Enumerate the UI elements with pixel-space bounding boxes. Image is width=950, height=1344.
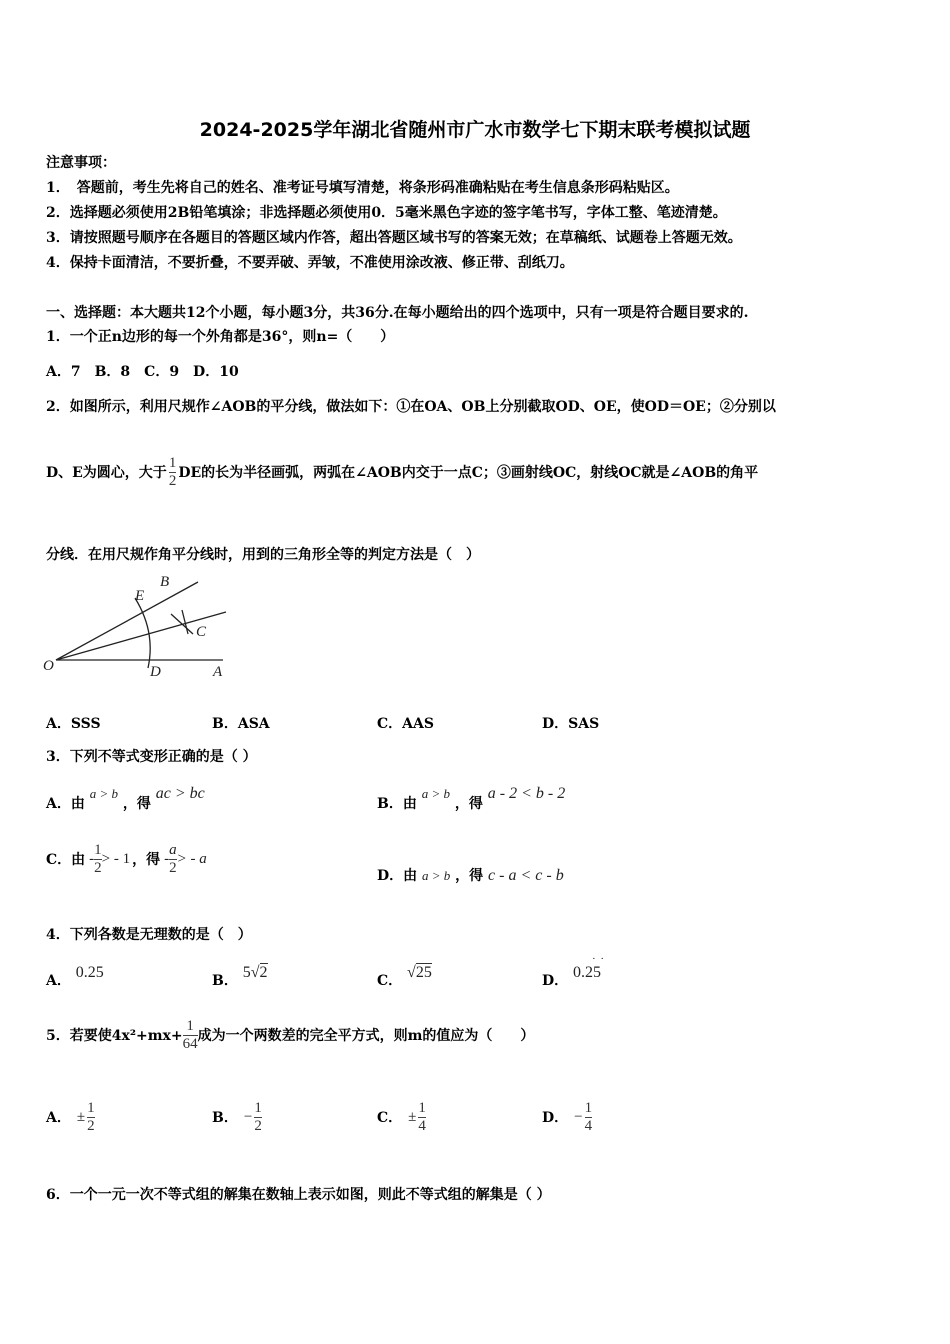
option-label: D． — [542, 1110, 569, 1126]
option-label: B．由 — [377, 796, 417, 812]
q4-option-b — [212, 964, 268, 990]
fraction-denominator: 2 — [87, 1117, 95, 1134]
q2-option-b: B．ASA — [212, 716, 270, 732]
fraction-numerator: 1 — [584, 1100, 593, 1116]
fraction-numerator: 1 — [418, 1100, 426, 1116]
q2-line1: 2．如图所示，利用尺规作∠AOB的平分线，做法如下：①在OA、OB上分别截取OD、OE，使OD＝OE；②分别以 — [46, 399, 776, 415]
radicand: 25 — [415, 964, 432, 981]
label-o: O — [43, 658, 54, 674]
q3-stem: 3．下列不等式变形正确的是（ ） — [46, 749, 257, 765]
notice-heading: 注意事项： — [46, 155, 116, 171]
fraction — [418, 1100, 426, 1134]
math-sign: - — [89, 850, 95, 867]
q3-option-d — [377, 865, 564, 885]
fraction-denominator: 2 — [169, 859, 177, 876]
q2-line2-pre: D、E为圆心，大于 — [46, 465, 167, 481]
option-label: A． — [46, 1110, 71, 1126]
q5-option-b — [212, 1100, 262, 1134]
label-a: A — [213, 664, 223, 680]
option-label: A． — [46, 973, 71, 989]
option-connector: ，得 — [122, 796, 151, 812]
q5-stem-post: 成为一个两数差的完全平方式，则m的值应为（ ） — [197, 1028, 535, 1044]
q5-option-d — [542, 1100, 592, 1134]
q5-stem-pre: 5．若要使4x²+mx+ — [46, 1028, 183, 1044]
q4-option-c — [377, 964, 432, 990]
arc-de — [135, 598, 150, 668]
math-radical — [243, 964, 268, 981]
arc-mark-2 — [182, 610, 188, 634]
q4-option-d — [542, 953, 606, 990]
math-value: 0.25 — [75, 964, 104, 981]
math-result: > - 1 — [101, 850, 131, 867]
math-result: a - 2 < b - 2 — [487, 785, 566, 802]
fraction — [169, 842, 177, 876]
q5-option-a — [46, 1100, 95, 1134]
math-condition: a > b — [422, 868, 451, 883]
fraction-numerator: 1 — [254, 1100, 262, 1116]
q2-option-d: D．SAS — [542, 716, 600, 732]
fraction — [183, 1018, 198, 1052]
q3-option-c — [46, 842, 207, 876]
fraction-numerator: 1 — [168, 455, 177, 471]
fraction-numerator: 1 — [186, 1018, 194, 1034]
fraction-denominator: 4 — [584, 1117, 593, 1134]
angle-bisector-figure — [38, 570, 238, 682]
q6-stem: 6．一个一元一次不等式组的解集在数轴上表示如图，则此不等式组的解集是（ ） — [46, 1187, 551, 1203]
option-label: D．由 — [377, 868, 418, 884]
arc-mark-1 — [171, 614, 193, 634]
option-connector: ，得 — [132, 852, 161, 868]
ray-ob — [56, 582, 198, 660]
fraction-denominator: 4 — [418, 1117, 426, 1134]
q3-option-a — [46, 785, 205, 813]
fraction-numerator: 1 — [94, 842, 102, 858]
q2-option-a: A．SSS — [46, 716, 101, 732]
notice-item: 4．保持卡面清洁，不要折叠，不要弄破、弄皱，不准使用涂改液、修正带、刮纸刀。 — [46, 255, 574, 271]
notice-item: 2．选择题必须使用2B铅笔填涂；非选择题必须使用0．5毫米黑色字迹的签字笔书写，字体工整、笔迹清楚。 — [46, 205, 727, 221]
option-label: B． — [212, 1110, 238, 1126]
notice-item: 1． 答题前，考生先将自己的姓名、准考证号填写清楚，将条形码准确粘贴在考生信息条形码粘贴区。 — [46, 180, 679, 196]
repeating-decimal — [573, 953, 606, 982]
label-e: E — [135, 588, 145, 604]
q4-option-a — [46, 964, 104, 990]
math-sign: ± — [76, 1108, 86, 1125]
radical-coefficient: 5 — [242, 964, 251, 981]
fraction — [254, 1100, 262, 1134]
option-connector: ，得 — [455, 868, 484, 884]
radicand: 2 — [259, 964, 268, 981]
option-label: C． — [377, 1110, 403, 1126]
fraction-numerator: a — [169, 842, 177, 858]
fraction-denominator: 2 — [168, 472, 177, 489]
fraction-denominator: 64 — [182, 1035, 198, 1052]
math-condition: a > b — [421, 786, 450, 801]
notice-item: 3．请按照题号顺序在各题目的答题区域内作答，超出答题区域书写的答案无效；在草稿纸、试题卷上答题无效。 — [46, 230, 742, 246]
math-result: > - a — [176, 850, 207, 867]
label-c: C — [196, 624, 207, 640]
math-sign: ± — [408, 1108, 417, 1125]
option-label: C．由 — [46, 852, 86, 868]
math-sign: - — [164, 850, 170, 867]
math-sign: − — [243, 1108, 253, 1125]
q4-stem: 4．下列各数是无理数的是（ ） — [46, 927, 252, 943]
q2-line2-post: DE的长为半径画弧，两弧在∠AOB内交于一点C；③画射线OC，射线OC就是∠AOB的角平 — [178, 465, 759, 481]
option-connector: ，得 — [454, 796, 483, 812]
q5-stem — [46, 1018, 534, 1052]
page-title: 2024-2025学年湖北省随州市广水市数学七下期末联考模拟试题 — [199, 119, 751, 141]
half-fraction — [169, 455, 177, 489]
fraction-denominator: 2 — [254, 1117, 262, 1134]
label-b: B — [160, 574, 170, 590]
math-result: ac > bc — [155, 785, 205, 802]
q5-option-c — [377, 1100, 426, 1134]
option-label: B． — [212, 973, 238, 989]
math-condition: a > b — [89, 786, 119, 801]
section-heading: 一、选择题：本大题共12个小题，每小题3分，共36分.在每小题给出的四个选项中，只有一项是符合题目要求的. — [46, 305, 749, 321]
q2-line3: 分线．在用尺规作角平分线时，用到的三角形全等的判定方法是（ ） — [46, 547, 480, 563]
fraction — [94, 842, 102, 876]
option-label: C． — [377, 973, 403, 989]
label-d: D — [150, 664, 161, 680]
fraction — [585, 1100, 593, 1134]
sqrt-icon: √ — [250, 964, 260, 981]
q2-line2 — [46, 455, 758, 489]
fraction-numerator: 1 — [87, 1100, 95, 1116]
math-value: 0.25 — [573, 964, 602, 981]
sqrt-icon: √ — [407, 964, 416, 981]
math-radical — [407, 964, 432, 981]
repeat-dots: · · — [592, 953, 606, 965]
q2-option-c: C．AAS — [377, 716, 434, 732]
fraction-denominator: 2 — [94, 859, 102, 876]
math-sign: − — [574, 1108, 583, 1125]
math-result: c - a < c - b — [488, 867, 564, 884]
q1-stem: 1．一个正n边形的每一个外角都是36°，则n=（ ） — [46, 329, 395, 345]
option-label: A．由 — [46, 796, 85, 812]
q1-options: A．7 B．8 C．9 D．10 — [46, 364, 239, 380]
q3-option-b — [377, 785, 566, 813]
fraction — [87, 1100, 95, 1134]
option-label: D． — [542, 973, 569, 989]
